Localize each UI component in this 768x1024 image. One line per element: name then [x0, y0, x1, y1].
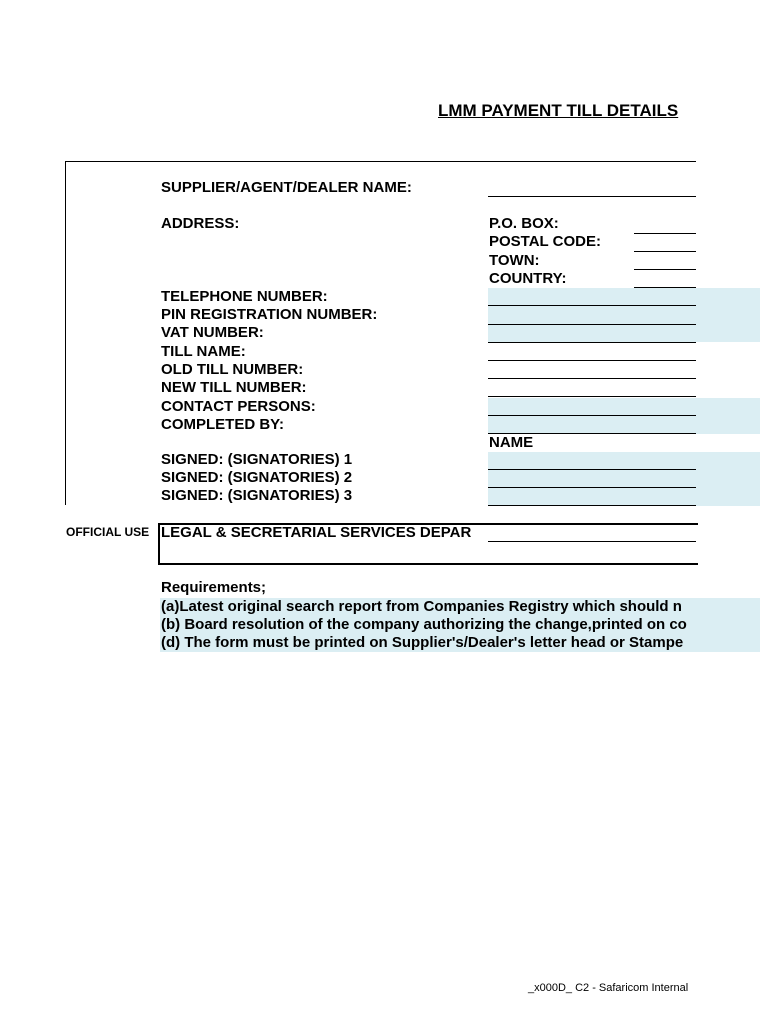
official-use-field-1[interactable]	[488, 541, 696, 542]
old-till-field[interactable]	[488, 378, 696, 379]
completed-by-label: COMPLETED BY:	[161, 416, 285, 433]
shade-block-2	[488, 398, 760, 434]
old-till-label: OLD TILL NUMBER:	[161, 361, 304, 378]
department-label: LEGAL & SECRETARIAL SERVICES DEPAR	[161, 524, 472, 541]
supplier-name-label: SUPPLIER/AGENT/DEALER NAME:	[161, 179, 412, 196]
signatory-2-field[interactable]	[488, 487, 696, 488]
requirement-item: (b) Board resolution of the company authorizing the change,printed on co	[161, 616, 687, 633]
signatory-2-label: SIGNED: (SIGNATORIES) 2	[161, 469, 353, 486]
postal-code-field[interactable]	[634, 251, 696, 252]
official-use-label: OFFICIAL USE	[66, 525, 150, 539]
country-field[interactable]	[634, 287, 696, 288]
pin-label: PIN REGISTRATION NUMBER:	[161, 306, 378, 323]
requirement-item: (d) The form must be printed on Supplier's/Dealer's letter head or Stampe	[161, 634, 684, 651]
requirements-heading: Requirements;	[161, 579, 267, 596]
signatory-3-label: SIGNED: (SIGNATORIES) 3	[161, 487, 353, 504]
signatory-3-field[interactable]	[488, 505, 696, 506]
contact-persons-field[interactable]	[488, 415, 696, 416]
frame-top-border	[65, 161, 696, 162]
vat-field[interactable]	[488, 342, 696, 343]
new-till-field[interactable]	[488, 396, 696, 397]
name-column-label: NAME	[489, 434, 534, 451]
supplier-name-field[interactable]	[488, 196, 696, 197]
new-till-label: NEW TILL NUMBER:	[161, 379, 307, 396]
po-box-field[interactable]	[634, 233, 696, 234]
till-name-label: TILL NAME:	[161, 343, 246, 360]
footer-classification: _x000D_ C2 - Safaricom Internal	[528, 982, 689, 994]
signatory-1-field[interactable]	[488, 469, 696, 470]
shade-block-1	[488, 288, 760, 342]
frame-left-border	[65, 161, 66, 505]
telephone-field[interactable]	[488, 305, 696, 306]
town-label: TOWN:	[489, 252, 540, 269]
requirement-item: (a)Latest original search report from Companies Registry which should n	[161, 598, 682, 615]
completed-by-field[interactable]	[488, 433, 696, 434]
po-box-label: P.O. BOX:	[489, 215, 559, 232]
form-title: LMM PAYMENT TILL DETAILS	[438, 101, 679, 120]
pin-field[interactable]	[488, 324, 696, 325]
till-name-field[interactable]	[488, 360, 696, 361]
signatory-1-label: SIGNED: (SIGNATORIES) 1	[161, 451, 353, 468]
country-label: COUNTRY:	[489, 270, 567, 287]
telephone-label: TELEPHONE NUMBER:	[161, 288, 328, 305]
address-label: ADDRESS:	[161, 215, 240, 232]
contact-persons-label: CONTACT PERSONS:	[161, 398, 316, 415]
vat-label: VAT NUMBER:	[161, 324, 264, 341]
shade-block-3	[488, 452, 760, 506]
postal-code-label: POSTAL CODE:	[489, 233, 601, 250]
town-field[interactable]	[634, 269, 696, 270]
